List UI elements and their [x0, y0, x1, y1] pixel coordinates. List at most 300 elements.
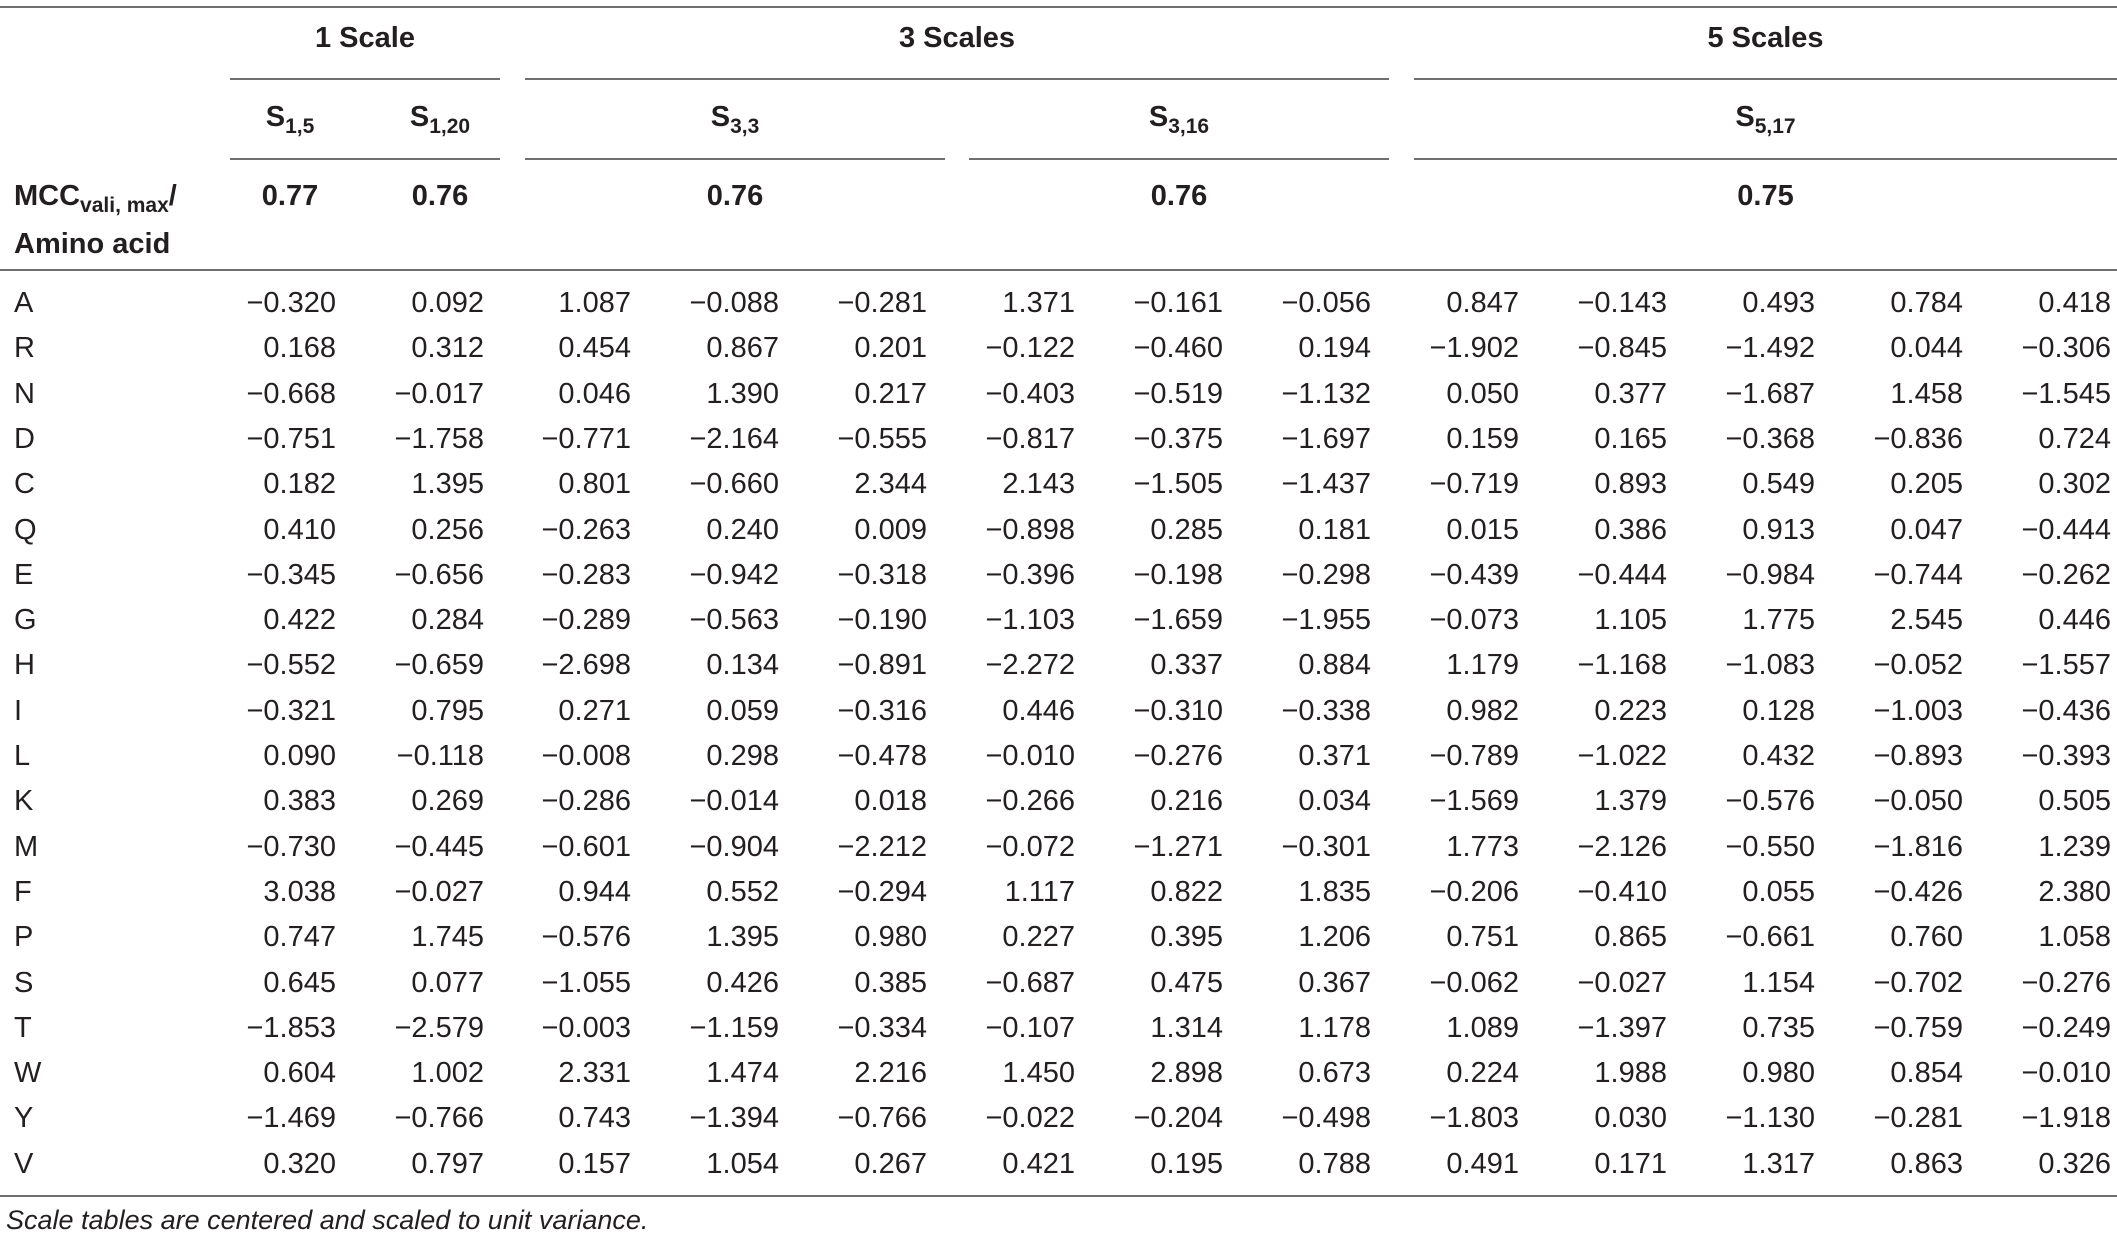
table-cell: 0.171 — [1594, 1147, 1667, 1180]
table-cell: 0.760 — [1890, 921, 1963, 954]
table-cell: 1.239 — [2038, 830, 2111, 863]
table-row — [0, 779, 2117, 824]
table-cell: −1.687 — [1725, 377, 1815, 410]
table-cell: 0.865 — [1594, 921, 1667, 954]
table-cell: 1.835 — [1298, 875, 1371, 908]
table-cell: −0.375 — [1133, 422, 1223, 455]
amino-acid-label: I — [14, 694, 23, 727]
table-row — [0, 553, 2117, 598]
table-cell: 0.134 — [706, 649, 779, 682]
table-cell: 0.009 — [854, 513, 927, 546]
table-cell: 0.491 — [1446, 1147, 1519, 1180]
table-cell: −1.083 — [1725, 649, 1815, 682]
table-cell: −0.321 — [246, 694, 336, 727]
table-cell: −0.190 — [837, 604, 927, 637]
table-cell: 0.047 — [1890, 513, 1963, 546]
table-cell: 1.314 — [1150, 1011, 1223, 1044]
table-cell: −0.845 — [1577, 332, 1667, 365]
table-cell: −0.817 — [985, 422, 1075, 455]
amino-acid-label: C — [14, 468, 35, 501]
table-cell: −1.055 — [541, 966, 631, 999]
table-cell: 0.724 — [2038, 422, 2111, 455]
amino-acid-label: W — [14, 1057, 42, 1090]
amino-acid-label: R — [14, 332, 35, 365]
table-cell: −1.918 — [2021, 1102, 2111, 1135]
table-cell: −1.545 — [2021, 377, 2111, 410]
table-cell: −0.010 — [2021, 1057, 2111, 1090]
table-footnote: Scale tables are centered and scaled to unit variance. — [6, 1205, 649, 1235]
table-row — [0, 598, 2117, 643]
table-cell: −0.460 — [1133, 332, 1223, 365]
table-cell: −1.394 — [689, 1102, 779, 1135]
table-cell: 0.128 — [1742, 694, 1815, 727]
table-row — [0, 1051, 2117, 1096]
table-cell: 1.117 — [1004, 875, 1075, 908]
table-cell: −0.555 — [837, 422, 927, 455]
table-cell: 0.795 — [411, 694, 484, 727]
amino-acid-label: S — [14, 966, 34, 999]
rule-3-scales — [525, 78, 1389, 80]
mcc-value-s1-5: 0.77 — [261, 180, 319, 212]
table-row — [0, 915, 2117, 960]
table-cell: 0.884 — [1298, 649, 1371, 682]
amino-acid-label: A — [14, 287, 34, 319]
group-5-scales: 5 Scales — [1707, 22, 1824, 54]
table-cell: −0.276 — [2021, 966, 2111, 999]
table-cell: −0.766 — [837, 1102, 927, 1135]
table-cell: −0.519 — [1133, 377, 1223, 410]
table-cell: 0.371 — [1298, 740, 1371, 772]
table-cell: 1.474 — [706, 1057, 779, 1090]
table-row — [0, 1142, 2117, 1187]
table-cell: 0.216 — [1150, 785, 1223, 818]
table-cell: −0.563 — [689, 604, 779, 637]
table-cell: −0.249 — [2021, 1011, 2111, 1044]
table-cell: −0.898 — [985, 513, 1075, 546]
amino-acid-label: L — [14, 740, 31, 772]
table-cell: 0.044 — [1890, 332, 1963, 365]
table-cell: −0.396 — [985, 558, 1075, 591]
table-row — [0, 372, 2117, 417]
table-row — [0, 1096, 2117, 1141]
table-cell: 1.178 — [1298, 1011, 1371, 1044]
table-cell: 1.745 — [411, 921, 484, 954]
table-cell: −0.445 — [394, 830, 484, 863]
amino-acid-label: N — [14, 377, 35, 410]
rule-5-scales — [1414, 78, 2117, 80]
table-cell: −0.286 — [541, 785, 631, 818]
table-cell: 0.159 — [1446, 422, 1519, 455]
table-cell: −0.050 — [1873, 785, 1963, 818]
table-cell: 0.385 — [854, 966, 927, 999]
table-cell: −1.955 — [1281, 604, 1371, 637]
table-cell: −1.569 — [1429, 785, 1519, 818]
table-cell: 1.089 — [1446, 1011, 1519, 1044]
table-row — [0, 1006, 2117, 1051]
table-cell: 0.475 — [1150, 966, 1223, 999]
table-cell: −1.469 — [246, 1102, 336, 1135]
table-row — [0, 462, 2117, 507]
table-cell: 0.223 — [1594, 694, 1667, 727]
table-cell: 2.898 — [1150, 1057, 1223, 1090]
rule-s316 — [969, 158, 1389, 160]
table-cell: 0.913 — [1742, 513, 1815, 546]
table-cell: 0.090 — [263, 740, 336, 772]
table-cell: −0.198 — [1133, 558, 1223, 591]
table-cell: 0.195 — [1150, 1147, 1223, 1180]
table-cell: −0.498 — [1281, 1102, 1371, 1135]
table-row — [0, 870, 2117, 915]
amino-acid-label: G — [14, 604, 37, 637]
table-cell: −0.661 — [1725, 921, 1815, 954]
table-cell: 0.059 — [706, 694, 779, 727]
table-cell: 0.847 — [1446, 287, 1519, 319]
table-cell: 0.182 — [263, 468, 336, 501]
amino-acid-label: P — [14, 921, 34, 954]
table-cell: 1.105 — [1594, 604, 1667, 637]
table-cell: −2.272 — [985, 649, 1075, 682]
table-cell: 0.302 — [2038, 468, 2111, 501]
table-cell: −1.103 — [985, 604, 1075, 637]
table-cell: 0.944 — [558, 875, 631, 908]
table-row — [0, 326, 2117, 371]
table-cell: 1.154 — [1742, 966, 1815, 999]
table-cell: −0.687 — [985, 966, 1075, 999]
table-cell: −0.984 — [1725, 558, 1815, 591]
table-row — [0, 734, 2117, 779]
table-cell: −1.437 — [1281, 468, 1371, 501]
table-cell: 1.450 — [1002, 1057, 1075, 1090]
table-cell: 0.673 — [1298, 1057, 1371, 1090]
table-cell: 0.863 — [1890, 1147, 1963, 1180]
table-cell: 0.454 — [558, 332, 631, 365]
table-cell: −0.204 — [1133, 1102, 1223, 1135]
table-cell: 1.179 — [1446, 649, 1519, 682]
table-cell: 2.545 — [1890, 604, 1963, 637]
table-cell: 0.092 — [411, 287, 484, 319]
table-cell: −0.052 — [1873, 649, 1963, 682]
table-cell: −0.576 — [1725, 785, 1815, 818]
mcc-value-s3-16: 0.76 — [1150, 180, 1208, 212]
table-cell: −0.003 — [541, 1011, 631, 1044]
table-cell: 0.432 — [1742, 740, 1815, 772]
amino-acid-label: K — [14, 785, 34, 818]
table-cell: 0.893 — [1594, 468, 1667, 501]
table-cell: −0.289 — [541, 604, 631, 637]
table-cell: −0.766 — [394, 1102, 484, 1135]
table-cell: −0.668 — [246, 377, 336, 410]
table-cell: 0.267 — [854, 1147, 927, 1180]
table-cell: −1.505 — [1133, 468, 1223, 501]
table-cell: 0.030 — [1594, 1102, 1667, 1135]
table-cell: 0.077 — [411, 966, 484, 999]
subheader-s3-16: $S_{3,16}$ — [1148, 101, 1210, 138]
table-cell: 0.854 — [1890, 1057, 1963, 1090]
table-cell: −0.576 — [541, 921, 631, 954]
table-cell: 2.331 — [558, 1057, 631, 1090]
table-cell: −1.159 — [689, 1011, 779, 1044]
table-cell: 0.269 — [411, 785, 484, 818]
rule-1-scale — [230, 78, 500, 80]
table-cell: −0.206 — [1429, 875, 1519, 908]
table-cell: −1.659 — [1133, 604, 1223, 637]
table-cell: 0.194 — [1298, 332, 1371, 365]
table-cell: −1.168 — [1577, 649, 1667, 682]
table-cell: 0.240 — [706, 513, 779, 546]
table-cell: −0.702 — [1873, 966, 1963, 999]
table-row — [0, 643, 2117, 688]
amino-acid-label: Q — [14, 513, 37, 546]
table-cell: −0.426 — [1873, 875, 1963, 908]
table-cell: −1.557 — [2021, 649, 2111, 682]
table-cell: 2.216 — [854, 1057, 927, 1090]
table-cell: −0.550 — [1725, 830, 1815, 863]
table-cell: 0.784 — [1890, 287, 1963, 319]
table-row — [0, 961, 2117, 1006]
table-cell: −0.436 — [2021, 694, 2111, 727]
table-cell: 0.747 — [263, 921, 336, 954]
table-cell: 0.227 — [1002, 921, 1075, 954]
amino-acid-label: T — [14, 1011, 32, 1044]
table-row — [0, 689, 2117, 734]
table-cell: 1.773 — [1446, 830, 1519, 863]
table-cell: −0.318 — [837, 558, 927, 591]
table-cell: −0.310 — [1133, 694, 1223, 727]
table-cell: −1.803 — [1429, 1102, 1519, 1135]
table-cell: 1.058 — [2038, 921, 2111, 954]
table-cell: −0.368 — [1725, 422, 1815, 455]
table-cell: 0.801 — [558, 468, 631, 501]
table-cell: 1.775 — [1742, 604, 1815, 637]
table-cell: 1.395 — [706, 921, 779, 954]
table-cell: 0.788 — [1298, 1147, 1371, 1180]
table-cell: −0.904 — [689, 830, 779, 863]
table-cell: 0.505 — [2038, 785, 2111, 818]
table-cell: −0.294 — [837, 875, 927, 908]
table-cell: 0.201 — [854, 332, 927, 365]
table-row — [0, 825, 2117, 870]
table-cell: 0.377 — [1594, 377, 1667, 410]
header-bottom-rule — [0, 269, 2117, 271]
table-cell: 0.418 — [2038, 287, 2111, 319]
table-cell: 0.271 — [558, 694, 631, 727]
table-cell: −0.263 — [541, 513, 631, 546]
table-cell: −2.164 — [689, 422, 779, 455]
table-cell: −0.660 — [689, 468, 779, 501]
table-cell: 0.055 — [1742, 875, 1815, 908]
table-cell: 0.157 — [558, 1147, 631, 1180]
table-cell: −0.478 — [837, 740, 927, 772]
table-cell: −0.088 — [689, 287, 779, 319]
table-cell: 0.645 — [263, 966, 336, 999]
subheader-s3-3: $S_{3,3}$ — [710, 101, 760, 138]
amino-acid-label: V — [14, 1147, 34, 1180]
table-cell: 1.317 — [1742, 1147, 1815, 1180]
table-cell: −0.338 — [1281, 694, 1371, 727]
table-cell: −0.789 — [1429, 740, 1519, 772]
table-cell: −1.758 — [394, 422, 484, 455]
table-cell: 0.980 — [854, 921, 927, 954]
table-cell: 0.395 — [1150, 921, 1223, 954]
mcc-value-s3-3: 0.76 — [706, 180, 764, 212]
table-cell: −0.393 — [2021, 740, 2111, 772]
table-cell: −0.056 — [1281, 287, 1371, 319]
table-cell: −1.816 — [1873, 830, 1963, 863]
table-cell: −0.730 — [246, 830, 336, 863]
table-cell: 0.337 — [1150, 649, 1223, 682]
table-cell: −0.301 — [1281, 830, 1371, 863]
table-cell: 0.982 — [1446, 694, 1519, 727]
table-cell: −2.698 — [541, 649, 631, 682]
table-cell: −0.759 — [1873, 1011, 1963, 1044]
table-cell: 0.298 — [706, 740, 779, 772]
table-cell: 0.205 — [1890, 468, 1963, 501]
table-cell: 1.988 — [1594, 1057, 1667, 1090]
group-1-scale: 1 Scale — [315, 22, 415, 54]
table-cell: 0.285 — [1150, 513, 1223, 546]
table-cell: 0.386 — [1594, 513, 1667, 546]
table-cell: 0.446 — [1002, 694, 1075, 727]
table-cell: −2.126 — [1577, 830, 1667, 863]
table-cell: 1.458 — [1890, 377, 1963, 410]
table-cell: 0.552 — [706, 875, 779, 908]
table-cell: −0.306 — [2021, 332, 2111, 365]
table-cell: 0.046 — [558, 377, 631, 410]
group-3-scales: 3 Scales — [898, 22, 1016, 54]
table-cell: −0.410 — [1577, 875, 1667, 908]
table-cell: −0.276 — [1133, 740, 1223, 772]
table-cell: −0.062 — [1429, 966, 1519, 999]
table-cell: −1.853 — [246, 1011, 336, 1044]
amino-acid-label: Y — [14, 1102, 34, 1135]
table-cell: −0.107 — [985, 1011, 1075, 1044]
table-cell: −0.262 — [2021, 558, 2111, 591]
table-cell: −0.891 — [837, 649, 927, 682]
table-cell: 0.751 — [1446, 921, 1519, 954]
table-cell: 1.002 — [411, 1057, 484, 1090]
table-bottom-rule — [0, 1195, 2117, 1197]
table-cell: 1.390 — [706, 377, 779, 410]
table-cell: −0.298 — [1281, 558, 1371, 591]
table-cell: −1.697 — [1281, 422, 1371, 455]
table-cell: 2.344 — [854, 468, 927, 501]
mcc-value-s5-17: 0.75 — [1737, 180, 1794, 212]
table-cell: 0.015 — [1446, 513, 1519, 546]
table-cell: −0.893 — [1873, 740, 1963, 772]
table-cell: 0.217 — [854, 377, 927, 410]
table-cell: 0.549 — [1742, 468, 1815, 501]
table-cell: −0.334 — [837, 1011, 927, 1044]
table-cell: 0.181 — [1298, 513, 1371, 546]
subheader-s5-17: $S_{5,17}$ — [1735, 101, 1796, 138]
table-cell: −0.403 — [985, 377, 1075, 410]
table-cell: −0.444 — [1577, 558, 1667, 591]
table-cell: −0.942 — [689, 558, 779, 591]
table-cell: 0.050 — [1446, 377, 1519, 410]
table-cell: −0.719 — [1429, 468, 1519, 501]
table-cell: 2.143 — [1002, 468, 1075, 501]
table-cell: 1.395 — [411, 468, 484, 501]
table-cell: 1.087 — [558, 287, 631, 319]
table-cell: −0.281 — [837, 287, 927, 319]
table-cell: 0.312 — [411, 332, 484, 365]
table-cell: −0.161 — [1133, 287, 1223, 319]
table-cell: −0.027 — [1577, 966, 1667, 999]
table-cell: −1.132 — [1281, 377, 1371, 410]
table-cell: 0.422 — [263, 604, 336, 637]
table-cell: −1.902 — [1429, 332, 1519, 365]
table-cell: −2.579 — [394, 1011, 484, 1044]
amino-acid-label: F — [14, 875, 32, 908]
table-cell: −1.492 — [1725, 332, 1815, 365]
rule-s33 — [525, 158, 945, 160]
table-cell: 1.206 — [1298, 921, 1371, 954]
table-cell: 0.426 — [706, 966, 779, 999]
table-cell: 0.604 — [263, 1057, 336, 1090]
table-cell: 0.735 — [1742, 1011, 1815, 1044]
table-cell: 1.379 — [1594, 785, 1667, 818]
table-cell: −0.118 — [396, 740, 484, 772]
table-cell: 0.018 — [854, 785, 927, 818]
table-cell: −0.659 — [394, 649, 484, 682]
table-cell: −1.022 — [1577, 740, 1667, 772]
table-cell: 0.867 — [706, 332, 779, 365]
table-cell: 0.284 — [411, 604, 484, 637]
table-cell: −0.552 — [246, 649, 336, 682]
table-cell: 0.493 — [1742, 287, 1815, 319]
table-cell: −0.771 — [541, 422, 631, 455]
amino-acid-label: M — [14, 830, 39, 863]
rule-s517 — [1414, 158, 2117, 160]
table-cell: −0.027 — [394, 875, 484, 908]
table-cell: 0.421 — [1002, 1147, 1075, 1180]
table-cell: −1.130 — [1725, 1102, 1815, 1135]
table-cell: −0.836 — [1873, 422, 1963, 455]
table-cell: −0.008 — [541, 740, 631, 772]
table-cell: 0.980 — [1742, 1057, 1815, 1090]
subheader-s1-20: $S_{1,20}$ — [409, 101, 471, 138]
table-cell: 0.410 — [263, 513, 336, 546]
table-cell: −0.316 — [837, 694, 927, 727]
table-cell: −2.212 — [837, 830, 927, 863]
table-cell: −1.271 — [1133, 830, 1223, 863]
table-row — [0, 281, 2117, 326]
table-cell: 0.743 — [558, 1102, 631, 1135]
table-cell: 1.054 — [706, 1147, 779, 1180]
table-cell: 2.380 — [2038, 875, 2111, 908]
table-row — [0, 508, 2117, 553]
table-cell: 0.822 — [1150, 875, 1223, 908]
table-cell: −0.022 — [985, 1102, 1075, 1135]
table-cell: 0.320 — [263, 1147, 336, 1180]
table-cell: −0.072 — [985, 830, 1075, 863]
table-cell: −0.266 — [985, 785, 1075, 818]
table-cell: 0.367 — [1298, 966, 1371, 999]
table-cell: −0.751 — [246, 422, 336, 455]
table-cell: 0.326 — [2038, 1147, 2111, 1180]
table-cell: −0.345 — [246, 558, 336, 591]
table-cell: −0.014 — [689, 785, 779, 818]
table-cell: 0.224 — [1446, 1057, 1519, 1090]
table-cell: 1.371 — [1002, 287, 1075, 319]
table-cell: 0.165 — [1594, 422, 1667, 455]
table-cell: 0.168 — [263, 332, 336, 365]
table-cell: −0.444 — [2021, 513, 2111, 546]
mcc-value-s1-20: 0.76 — [411, 180, 469, 212]
top-rule — [0, 6, 2117, 8]
table-cell: −1.003 — [1873, 694, 1963, 727]
table-cell: −0.656 — [394, 558, 484, 591]
